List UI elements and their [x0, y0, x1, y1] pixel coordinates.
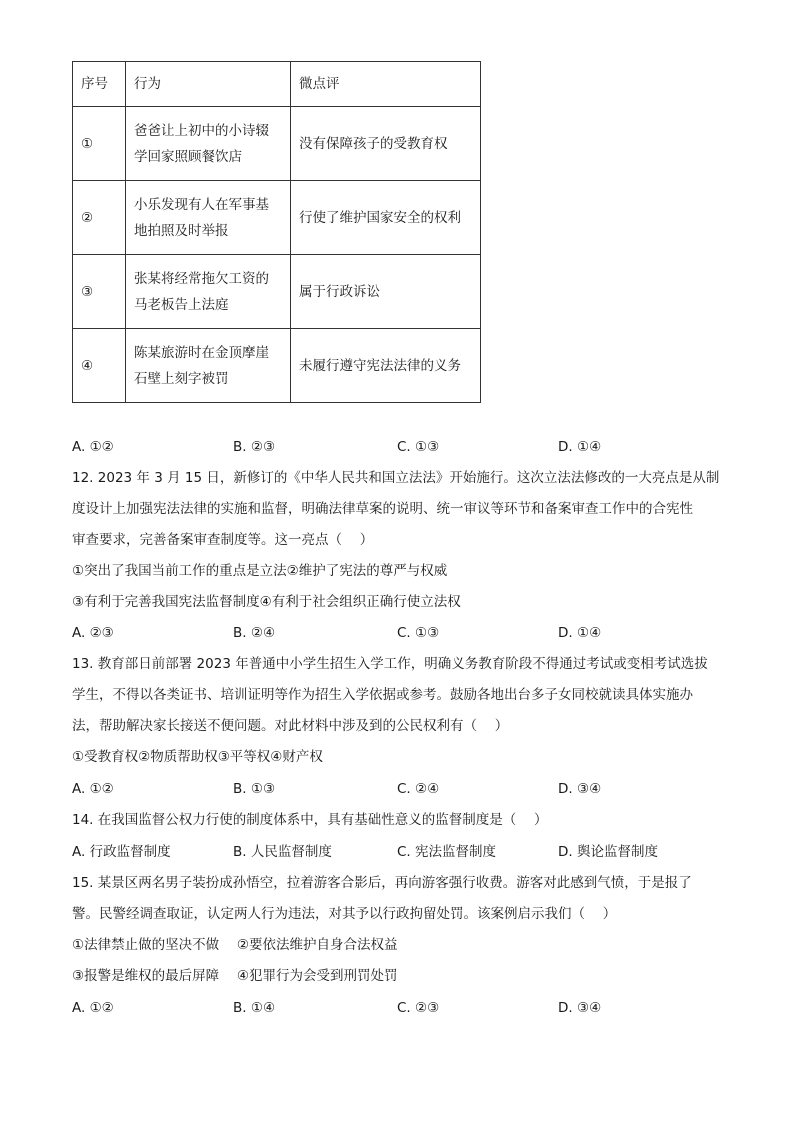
option-d[interactable]: D. ①④	[558, 625, 602, 641]
table-row	[73, 255, 481, 329]
option-b[interactable]: B. ①④	[233, 1000, 276, 1016]
behavior-line: 学回家照顾餐饮店	[134, 148, 242, 165]
row-comment: 行使了维护国家安全的权利	[291, 181, 481, 255]
q12-options	[72, 623, 732, 643]
option-d[interactable]: D. 舆论监督制度	[558, 844, 658, 860]
behavior-line: 马老板告上法庭	[134, 296, 229, 313]
q14-stem-line: 14. 在我国监督公权力行使的制度体系中，具有基础性意义的监督制度是（ ）	[72, 812, 548, 828]
q12-stem-line: 12. 2023 年 3 月 15 日，新修订的《中华人民共和国立法法》开始施行。这次立法法修改的一大亮点是从制	[72, 470, 720, 486]
row-number: ①	[73, 107, 126, 181]
q13-stem-line: 13. 教育部日前部署 2023 年普通中小学生招生入学工作，明确义务教育阶段不得通过考试或变相考试选拔	[72, 656, 708, 672]
behavior-line: 张某将经常拖欠工资的	[134, 270, 269, 287]
row-comment: 没有保障孩子的受教育权	[291, 107, 481, 181]
q11-options	[72, 437, 732, 457]
option-d[interactable]: D. ①④	[558, 439, 602, 455]
table-header-row	[73, 62, 481, 107]
q12-stem-line: 审查要求，完善备案审查制度等。这一亮点（ ）	[72, 532, 374, 548]
behavior-line: 石壁上刻字被罚	[134, 370, 229, 387]
header-behavior: 行为	[126, 62, 291, 107]
option-b[interactable]: B. 人民监督制度	[233, 844, 332, 860]
q14-options	[72, 842, 732, 862]
option-d[interactable]: D. ③④	[558, 1000, 602, 1016]
row-behavior	[126, 329, 291, 403]
option-a[interactable]: A. ①②	[72, 1000, 114, 1016]
header-number: 序号	[73, 62, 126, 107]
option-a[interactable]: A. ①②	[72, 781, 114, 797]
option-a[interactable]: A. 行政监督制度	[72, 844, 171, 860]
header-comment: 微点评	[291, 62, 481, 107]
q15-stem-line: 警。民警经调查取证，认定两人行为违法，对其予以行政拘留处罚。该案例启示我们（ ）	[72, 906, 617, 922]
table-row	[73, 107, 481, 181]
behavior-line: 陈某旅游时在金顶摩崖	[134, 344, 269, 361]
behavior-line: 爸爸让上初中的小诗辍	[134, 122, 269, 139]
option-c[interactable]: C. ①③	[397, 439, 440, 455]
q12-statement-line: ①突出了我国当前工作的重点是立法②维护了宪法的尊严与权威	[72, 563, 448, 579]
row-comment: 属于行政诉讼	[291, 255, 481, 329]
q13-stem-line: 学生，不得以各类证书、培训证明等作为招生入学依据或参考。鼓励各地出台多子女同校就读具体实施办	[72, 687, 693, 703]
option-a[interactable]: A. ②③	[72, 625, 114, 641]
option-b[interactable]: B. ②④	[233, 625, 276, 641]
q15-statement-line: ③报警是维权的最后屏障 ④犯罪行为会受到刑罚处罚	[72, 968, 398, 984]
option-b[interactable]: B. ①③	[233, 781, 276, 797]
option-c[interactable]: C. ②③	[397, 1000, 440, 1016]
q13-stem-line: 法，帮助解决家长接送不便问题。对此材料中涉及到的公民权利有（ ）	[72, 718, 509, 734]
q15-options	[72, 998, 732, 1018]
row-behavior	[126, 255, 291, 329]
option-c[interactable]: C. ②④	[397, 781, 440, 797]
table-row	[73, 181, 481, 255]
q12-statement-line: ③有利于完善我国宪法监督制度④有利于社会组织正确行使立法权	[72, 594, 461, 610]
question-11-table	[72, 61, 481, 403]
behavior-line: 小乐发现有人在军事基	[134, 196, 269, 213]
option-d[interactable]: D. ③④	[558, 781, 602, 797]
row-comment: 未履行遵守宪法法律的义务	[291, 329, 481, 403]
option-b[interactable]: B. ②③	[233, 439, 276, 455]
option-c[interactable]: C. 宪法监督制度	[397, 844, 497, 860]
q13-statement-line: ①受教育权②物质帮助权③平等权④财产权	[72, 749, 323, 765]
table-row	[73, 329, 481, 403]
row-number: ②	[73, 181, 126, 255]
q15-statement-line: ①法律禁止做的坚决不做 ②要依法维护自身合法权益	[72, 937, 398, 953]
q15-stem-line: 15. 某景区两名男子装扮成孙悟空，拉着游客合影后，再向游客强行收费。游客对此感到气愤，于是报了	[72, 875, 692, 891]
behavior-line: 地拍照及时举报	[134, 222, 229, 239]
row-number: ④	[73, 329, 126, 403]
option-c[interactable]: C. ①③	[397, 625, 440, 641]
q12-stem-line: 度设计上加强宪法法律的实施和监督，明确法律草案的说明、统一审议等环节和备案审查工作中的合宪性	[72, 501, 693, 517]
option-a[interactable]: A. ①②	[72, 439, 114, 455]
q13-options	[72, 779, 732, 799]
row-number: ③	[73, 255, 126, 329]
row-behavior	[126, 107, 291, 181]
row-behavior	[126, 181, 291, 255]
